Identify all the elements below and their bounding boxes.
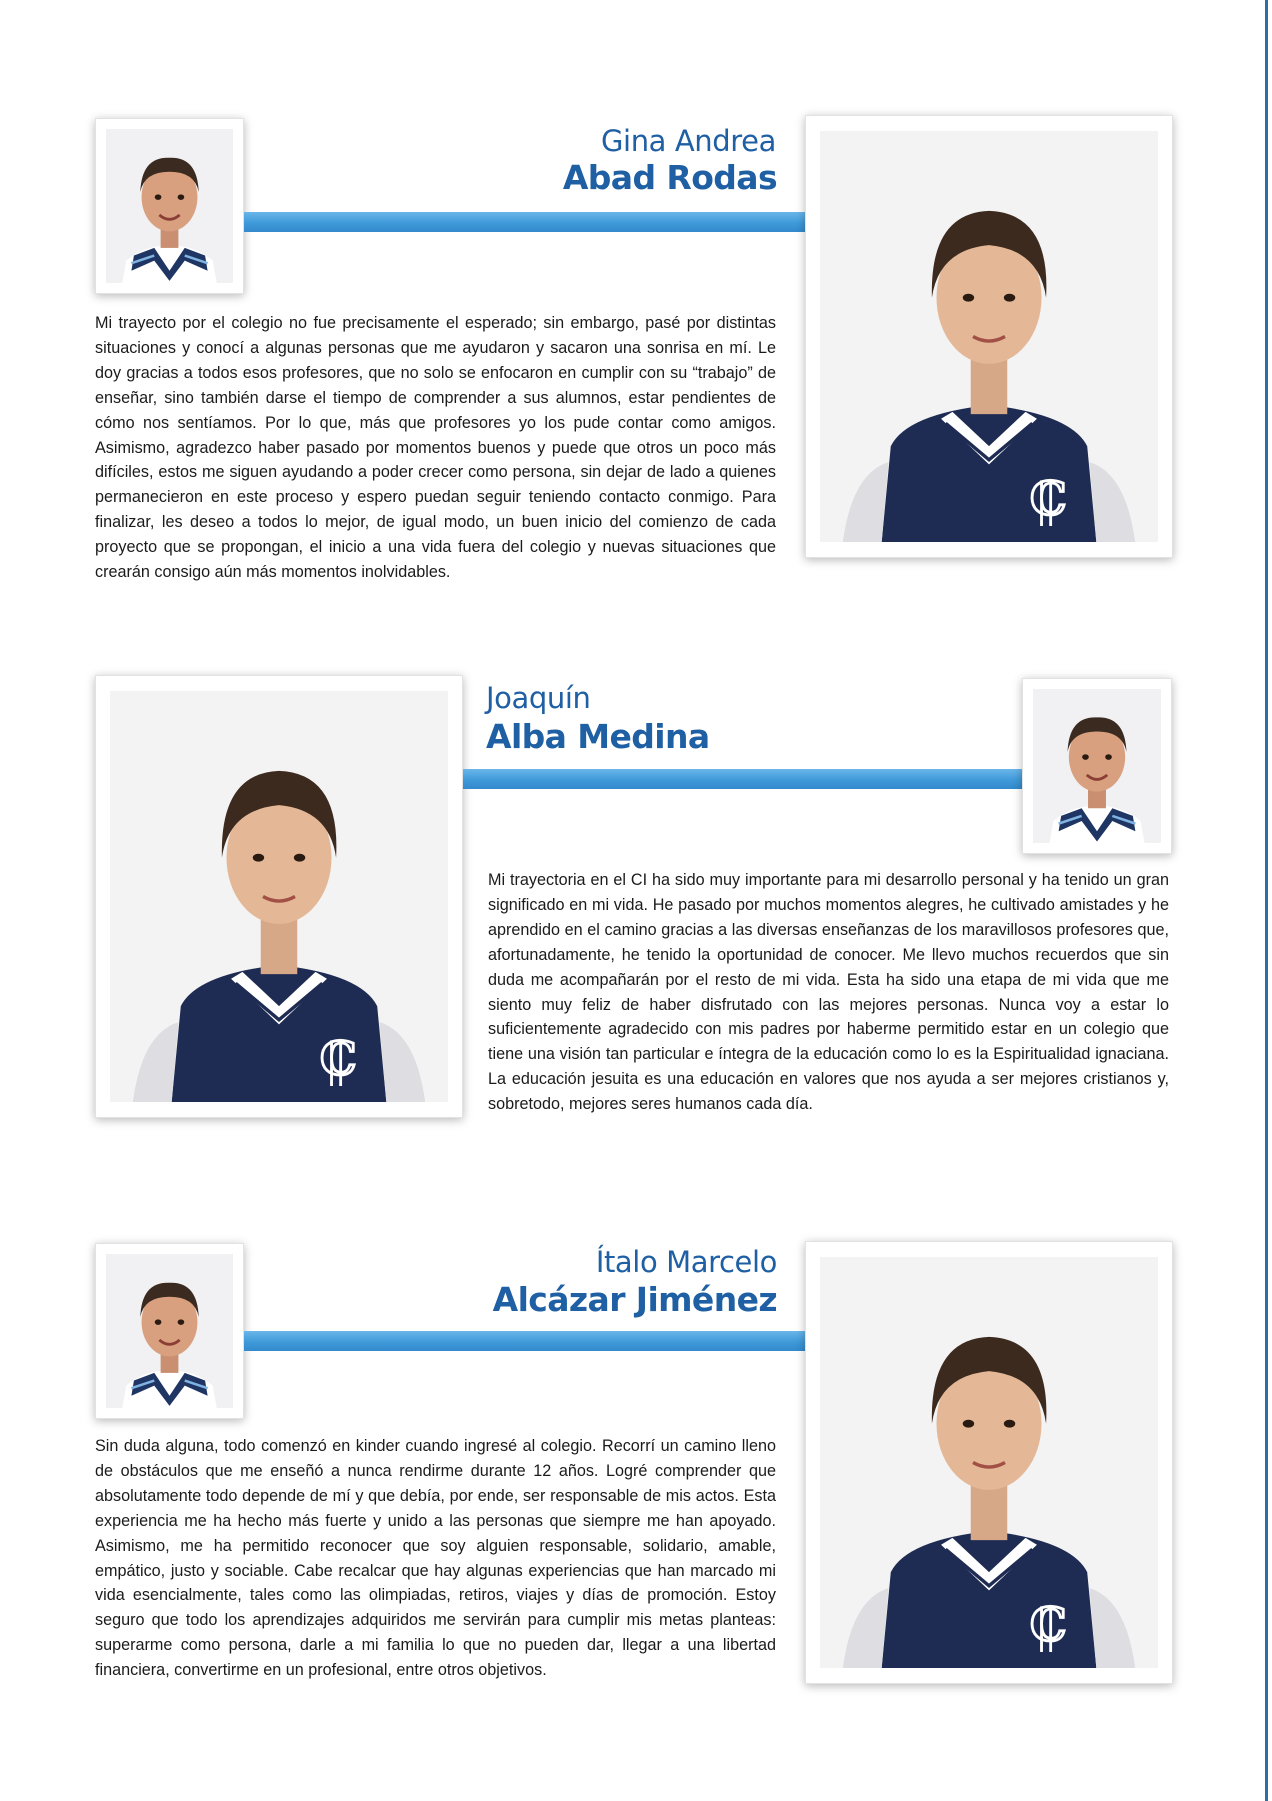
student-first-name: Joaquín (486, 681, 591, 715)
student-entry (0, 1200, 1272, 1801)
student-entry (0, 0, 1272, 640)
childhood-photo-frame (95, 1243, 244, 1419)
student-bio: Mi trayectoria en el CI ha sido muy importante para mi desarrollo personal y ha tenido un gran significado en mi vida. He pasado por muchos momentos alegres, he cultivado amistades y he aprendido en el camino gracias a las diversas enseñanzas de los maravillosos profesores que, afortunadamente, he tenido la oportunidad de conocer. Me llevo muchos recuerdos que sin duda me acompañarán por el resto de mi vida. Esta ha sido una etapa de mi vida que me siento muy feliz de haber disfrutado con las mejores personas. Nunca voy a estar lo suficientemente agradecido con mis padres por haberme permitido estar en un colegio que tiene una visión tan particular e íntegra de la educación como lo es la Espiritualidad ignaciana. La educación jesuita es una educación en valores que nos ayuda a ser mejores cristianos y, sobretodo, mejores seres humanos cada día. (488, 871, 1169, 1114)
childhood-photo-frame (1022, 678, 1172, 854)
student-last-name: Alba Medina (486, 717, 710, 756)
student-bio: Sin duda alguna, todo comenzó en kinder cuando ingresé al colegio. Recorrí un camino lleno de obstáculos que me enseñó a nunca rendirme durante 12 años. Logré comprender que absolutamente todo depende de mí y que debía, por ende, ser responsable de mis actos. Esta experiencia me ha hecho más fuerte y unido a las personas que siempre me han apoyado. Asimismo, me ha permitido reconocer que soy alguien responsable, solidario, amable, empático, justo y sociable. Cabe recalcar que hay algunas experiencias que han marcado mi vida esencialmente, tales como las olimpiadas, retiros, viajes y días de promoción. Estoy seguro que todo los aprendizajes adquiridos me servirán para cumplir mis metas planteas: superarme como persona, darle a mi familia lo que no pueden dar, llegar a una libertad financiera, convertirme en un profesional, entre otros objetivos. (95, 1437, 776, 1680)
student-last-name: Alcázar Jiménez (492, 1280, 777, 1319)
student-bio: Mi trayecto por el colegio no fue precisamente el esperado; sin embargo, pasé por distintas situaciones y conocí a algunas personas que me ayudaron y sacaron una sonrisa en mí. Le doy gracias a todos esos profesores, que no solo se enfocaron en cumplir con su “trabajo” de enseñar, sino también darse el tiempo de comprender a sus alumnos, estar pendientes de cómo nos sentíamos. Por lo que, más que profesores yo los pude contar como amigos. Asimismo, agradezco haber pasado por momentos buenos y puede que otros un poco más difíciles, estos me siguen ayudando a poder crecer como persona, sin dejar de lado a quienes permanecieron en este proceso y espero puedan seguir teniendo contacto conmigo. Para finalizar, les deseo a todos lo mejor, de igual modo, un buen inicio del comienzo de cada proyecto que se propongan, el inicio a una vida fuera del colegio y nuevas situaciones que crearán consigo aún más momentos inolvidables. (95, 314, 776, 582)
senior-photo-frame (805, 1241, 1173, 1684)
senior-photo (820, 1257, 1158, 1668)
student-first-name: Gina Andrea (600, 124, 776, 158)
name-accent-bar (244, 212, 805, 232)
name-accent-bar (244, 1331, 805, 1351)
childhood-photo-frame (95, 118, 244, 294)
senior-photo-frame (805, 115, 1173, 558)
childhood-photo (106, 129, 233, 283)
name-accent-bar (463, 769, 1022, 789)
senior-portrait-image (110, 691, 448, 1102)
student-entry (0, 640, 1272, 1200)
senior-photo (820, 131, 1158, 542)
childhood-photo (106, 1254, 233, 1408)
childhood-portrait-image (1033, 689, 1161, 843)
childhood-portrait-image (106, 129, 233, 283)
childhood-photo (1033, 689, 1161, 843)
senior-portrait-image (820, 131, 1158, 542)
senior-portrait-image (820, 1257, 1158, 1668)
childhood-portrait-image (106, 1254, 233, 1408)
senior-photo (110, 691, 448, 1102)
student-first-name: Ítalo Marcelo (595, 1245, 777, 1279)
student-last-name: Abad Rodas (562, 158, 777, 197)
senior-photo-frame (95, 675, 463, 1118)
